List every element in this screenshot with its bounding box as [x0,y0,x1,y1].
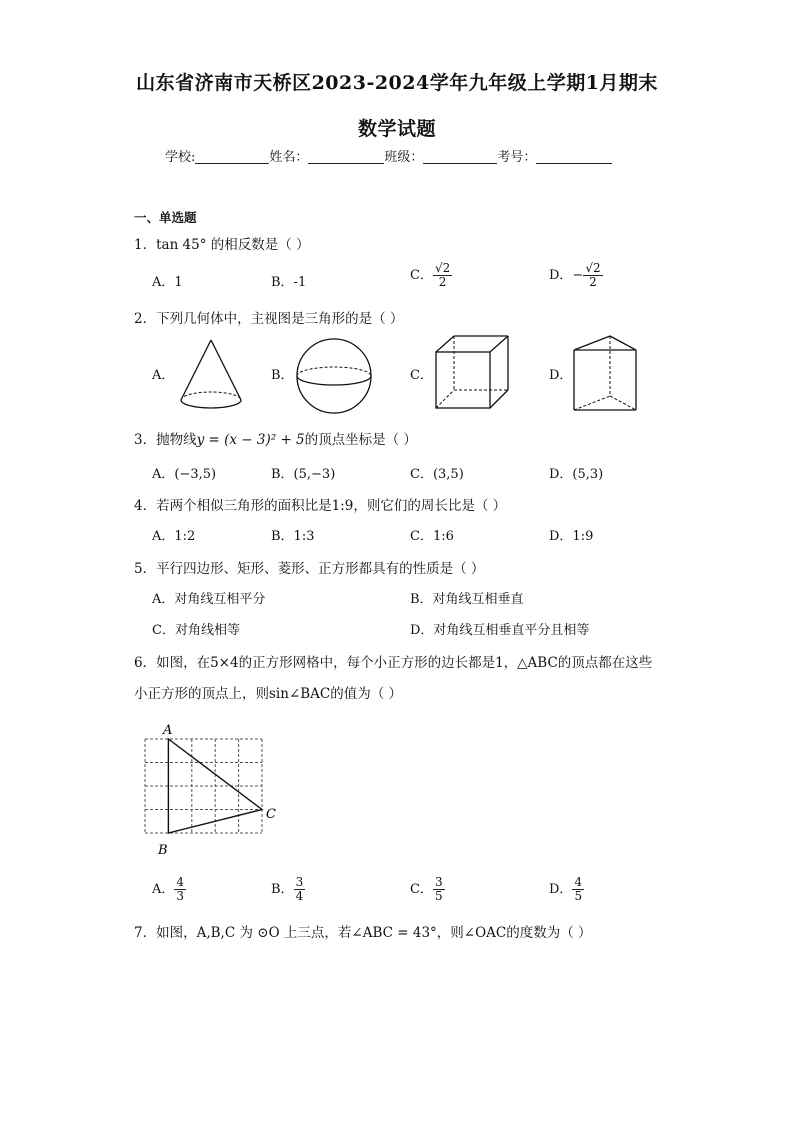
q3-formula: y = (x − 3)² + 5 [196,432,305,448]
q6-option-a [152,876,186,903]
student-info-line [165,146,612,165]
q3-option-a: A．(−3,5) [152,467,217,482]
question-2-stem: 2．下列几何体中，主视图是三角形的是（ ） [134,311,404,327]
q2-option-d-label: D． [549,368,573,383]
question-6-stem-line1: 6．如图，在5×4的正方形网格中，每个小正方形的边长都是1，△ABC的顶点都在这些 [134,655,653,671]
question-7-stem: 7．如图，A,B,C 为 ⊙O 上三点，若∠ABC = 43°，则∠OAC的度数为（ ） [134,925,592,941]
class-blank [423,149,497,164]
question-4-stem: 4．若两个相似三角形的面积比是1:9，则它们的周长比是（ ） [134,498,507,514]
q1-option-b: B．-1 [271,275,307,290]
q6-option-d-numerator: 4 [574,875,583,889]
q1-option-d-numerator: √2 [585,261,601,275]
class-label: 班级： [384,150,424,165]
q6-option-c-prefix: C． [410,882,433,897]
cone-figure [176,336,248,414]
q6-option-d [549,876,584,903]
q1-option-c [410,262,452,289]
q1-option-d-prefix: D．− [549,268,584,283]
q5-option-a: A．对角线互相平分 [152,592,266,607]
q1-option-c-numerator: √2 [434,261,451,275]
q6-option-d-prefix: D． [549,882,573,897]
q6-option-a-denominator: 3 [176,889,185,903]
q1-option-d-denominator: 2 [589,275,597,289]
q3-option-c: C．(3,5) [410,467,464,482]
q1-option-c-denominator: 2 [438,275,447,289]
triangular-prism-figure [570,332,642,416]
q4-option-b: B．1:3 [271,529,315,544]
q2-option-b-label: B． [271,368,294,383]
sphere-figure [293,336,377,416]
page-subtitle: 数学试题 [357,118,436,140]
q5-option-d: D．对角线互相垂直平分且相等 [410,623,590,638]
q6-option-b [271,876,305,903]
number-label: 考号： [497,150,537,165]
vertex-a-label: A [163,723,173,738]
q6-option-c-denominator: 5 [434,889,443,903]
question-3-stem [134,428,417,448]
q1-option-d-fraction [583,262,602,289]
q5-option-c: C．对角线相等 [152,623,240,638]
grid-triangle-figure [138,720,288,860]
q1-option-d [549,262,603,289]
vertex-b-label: B [158,843,168,858]
q3-option-d: D．(5,3) [549,467,604,482]
q3-option-b: B．(5,−3) [271,467,336,482]
q4-option-d: D．1:9 [549,529,594,544]
cube-figure [432,332,514,414]
q6-option-a-numerator: 4 [176,875,185,889]
q6-option-b-prefix: B． [271,882,294,897]
question-1-stem: 1．tan 45° 的相反数是（ ） [134,237,310,253]
q6-option-c [410,876,445,903]
question-5-stem: 5．平行四边形、矩形、菱形、正方形都具有的性质是（ ） [134,561,485,577]
q6-option-b-denominator: 4 [295,889,304,903]
q5-option-b: B．对角线互相垂直 [410,592,524,607]
q6-option-c-fraction [433,876,445,903]
q3-stem-post: 的顶点坐标是（ ） [304,432,417,448]
q6-option-d-fraction [572,876,584,903]
school-label: 学校: [165,150,196,165]
q6-option-a-fraction [174,876,186,903]
q2-option-a-label: A． [152,368,175,383]
q2-option-c-label: C． [410,368,433,383]
q1-option-c-prefix: C． [410,268,433,283]
q6-option-a-prefix: A． [152,882,175,897]
q1-option-a: A．1 [152,275,183,290]
q6-option-b-numerator: 3 [295,875,304,889]
section-heading: 一、单选题 [134,210,197,225]
name-label: 姓名： [269,150,309,165]
question-6-stem-line2: 小正方形的顶点上，则sin∠BAC的值为（ ） [134,686,403,702]
dashed-grid [145,739,262,833]
q4-option-a: A．1:2 [152,529,196,544]
number-blank [536,149,612,164]
school-blank [195,149,269,164]
q6-option-c-numerator: 3 [434,875,443,889]
vertex-c-label: C [266,807,276,822]
q3-stem-pre: 3．抛物线 [134,432,197,448]
q6-option-d-denominator: 5 [574,889,583,903]
q4-option-c: C．1:6 [410,529,454,544]
q6-option-b-fraction [294,876,306,903]
name-blank [308,149,384,164]
page-title: 山东省济南市天桥区2023-2024学年九年级上学期1月期末 [136,72,658,94]
q1-option-c-fraction [433,262,452,289]
